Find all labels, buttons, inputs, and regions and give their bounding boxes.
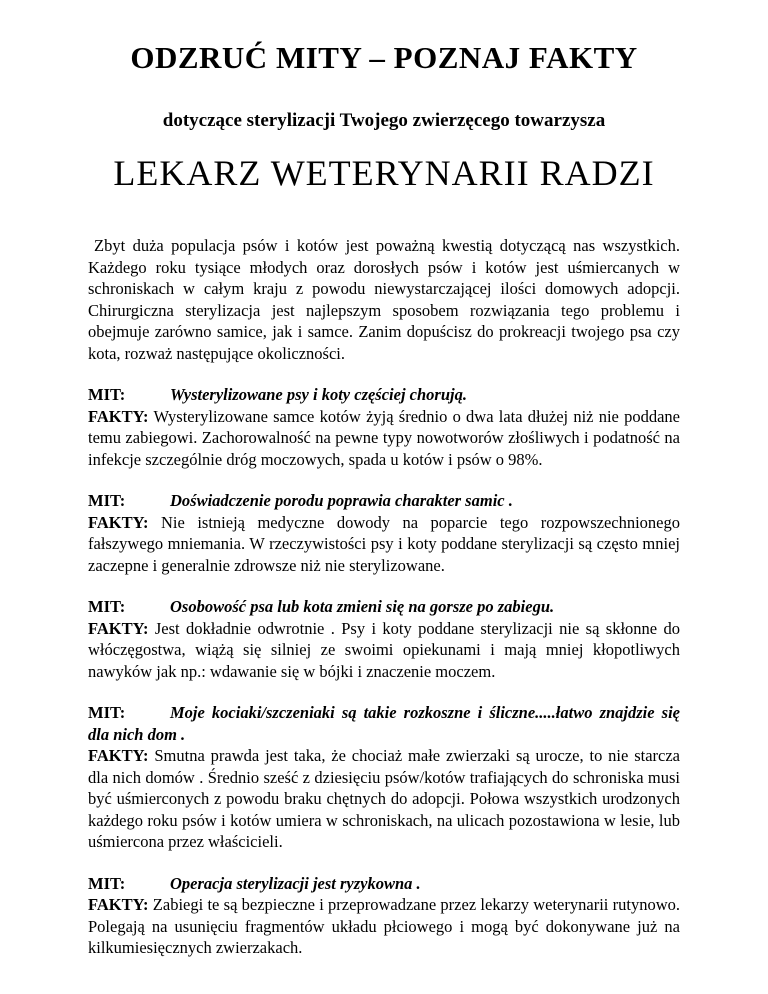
fact-text: Nie istnieją medyczne dowody na poparcie tego rozpowszechnionego fałszywego mniemania. W rzeczywistości psy i koty poddane sterylizacji są często mniej zaczepne i generalnie zdrowsze niż nie sterylizowane.	[88, 512, 681, 575]
myth-text: Osobowość psa lub kota zmieni się na gorsze po zabiegu.	[170, 597, 555, 616]
fact-label: FAKTY:	[88, 895, 149, 914]
myth-fact-block	[88, 384, 680, 470]
myth-line	[88, 490, 680, 512]
fact-text: Jest dokładnie odwrotnie . Psy i koty poddane sterylizacji nie są skłonne do włóczęgostwa, wiążą się silniej ze swoimi opiekunami i mają mniej kłopotliwych nawyków jak np.: wdawanie się w bójki i znaczenie moczem.	[88, 618, 680, 681]
document-subtitle: dotyczące sterylizacji Twojego zwierzęcego towarzysza	[162, 110, 606, 131]
myth-fact-block	[88, 490, 680, 576]
myth-label: MIT:	[88, 703, 126, 722]
myth-line	[88, 384, 680, 406]
myth-label: MIT:	[88, 597, 126, 616]
myth-text: Wysterylizowane psy i koty częściej chorują.	[170, 385, 467, 404]
myth-text: Moje kociaki/szczeniaki są takie rozkoszne i śliczne.....łatwo znajdzie się dla nich dom .	[88, 703, 680, 744]
myth-label: MIT:	[88, 385, 126, 404]
myth-label: MIT:	[88, 873, 126, 893]
fact-label: FAKTY:	[88, 618, 149, 638]
intro-paragraph: Zbyt duża populacja psów i kotów jest poważną kwestią dotyczącą nas wszystkich. Każdego roku tysiące młodych oraz dorosłych psów i kotów jest uśmiercanych w schroniskach w całym kraju z powodu niewystarczającej ilości domowych adopcji. Chirurgiczna sterylizacja jest najlepszym sposobem rozwiązania tego problemu i obejmuje zarówno samice, jak i samce. Zanim dopuścisz do prokreacji twojego psa czy kota, rozważ następujące okoliczności.	[88, 236, 680, 363]
myth-text: Operacja sterylizacji jest ryzykowna .	[170, 873, 421, 893]
fact-label: FAKTY:	[88, 406, 149, 426]
myth-line	[88, 702, 680, 745]
document-body	[88, 235, 680, 959]
myth-fact-block	[88, 702, 680, 853]
fact-label: FAKTY:	[88, 746, 149, 765]
myth-fact-block	[88, 873, 680, 959]
fact-text: Wysterylizowane samce kotów żyją średnio o dwa lata dłużej niż nie poddane temu zabiegowi. Zachorowalność na pewne typy nowotworów złośliwych i podatność na infekcje szczególnie dróg moczowych, spada u kotów i psów o 98%.	[88, 406, 681, 469]
myth-line	[88, 873, 680, 895]
fact-label: FAKTY:	[88, 512, 149, 532]
myth-label: MIT:	[88, 491, 126, 510]
myth-fact-block	[88, 596, 680, 682]
fact-text: Smutna prawda jest taka, że chociaż małe zwierzaki są urocze, to nie starcza dla nich domów . Średnio sześć z dziesięciu psów/kotów trafiających do schroniska musi być uśmierconych z powodu braku chętnych do adopcji. Połowa wszystkich urodzonych każdego roku psów i kotów umiera w schroniskach, na ulicach pozostawiona w lesie, lub uśmiercona przez właścicieli.	[88, 746, 680, 851]
document-title: ODZRUĆ MITY – POZNAJ FAKTY	[130, 40, 638, 75]
section-heading: LEKARZ WETERYNARII RADZI	[113, 153, 655, 193]
myth-line	[88, 596, 680, 618]
fact-text: Zabiegi te są bezpieczne i przeprowadzane przez lekarzy weterynarii rutynowo. Polegają na usunięciu fragmentów układu płciowego i mogą być dokonywane już na kilkumiesięcznych zwierzakach.	[88, 895, 681, 957]
myth-text: Doświadczenie porodu poprawia charakter samic .	[170, 491, 513, 510]
